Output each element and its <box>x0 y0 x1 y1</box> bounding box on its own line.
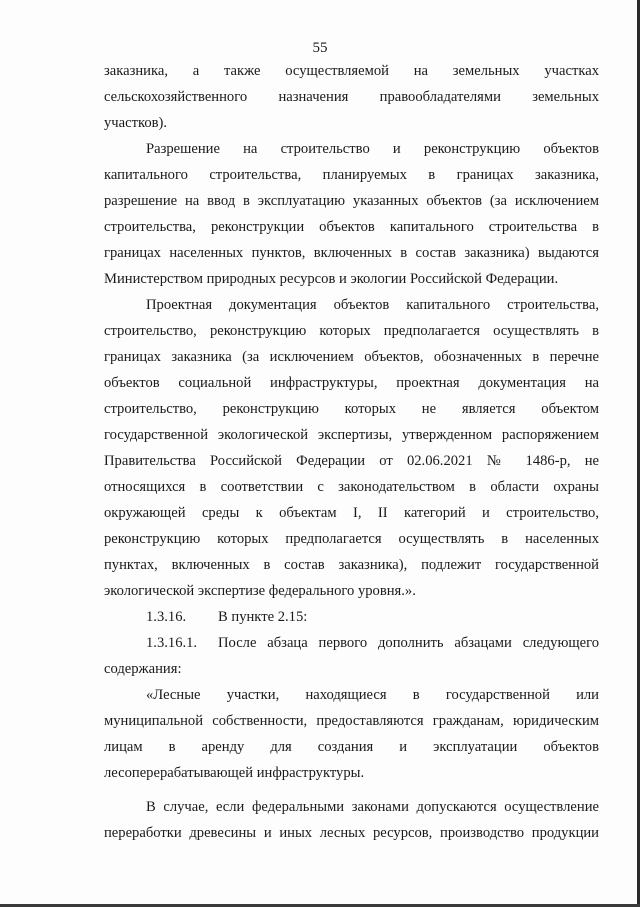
text-line: разрешение на ввод в эксплуатацию указанных объектов (за исключением <box>104 193 599 209</box>
item-text: В пункте 2.15: <box>218 609 308 625</box>
text-line: сельскохозяйственного назначения правообладателями земельных <box>104 89 599 105</box>
item-1-3-16 <box>104 604 599 630</box>
item-number: 1.3.16. <box>146 609 187 625</box>
text-line: экологической экспертизе федерального уровня.». <box>104 583 416 599</box>
paragraph-federal-laws <box>104 794 599 846</box>
text-line: строительство, реконструкцию которых предполагается осуществлять в <box>104 323 599 339</box>
text-line: Министерством природных ресурсов и экологии Российской Федерации. <box>104 271 559 287</box>
item-first-line <box>104 630 599 656</box>
text-line: реконструкцию которых предполагается осуществлять в населенных <box>104 531 599 547</box>
text-line: заказника, а также осуществляемой на земельных участках <box>104 63 599 79</box>
text-line: окружающей среды к объектам I, II категорий и строительство, <box>104 505 599 521</box>
text-line: лицам в аренду для создания и эксплуатации объектов <box>104 739 599 755</box>
text-line: переработки древесины и иных лесных ресурсов, производство продукции <box>104 825 599 841</box>
text-line: строительство, реконструкцию которых не является объектом <box>104 401 599 417</box>
text-line: содержания: <box>104 661 182 677</box>
text-line: пунктах, включенных в состав заказника), подлежит государственной <box>104 557 599 573</box>
text-line: границах населенных пунктов, включенных в состав заказника) выдаются <box>104 245 599 261</box>
item-number: 1.3.16.1. <box>146 635 198 651</box>
text-line: государственной экологической экспертизы, утвержденном распоряжением <box>104 427 599 443</box>
text-line: капитального строительства, планируемых в границах заказника, <box>104 167 599 183</box>
text-line: «Лесные участки, находящиеся в государственной или <box>146 687 599 703</box>
paragraph-forest-plots <box>104 682 599 786</box>
text-line: Проектная документация объектов капитального строительства, <box>146 297 599 313</box>
text-line: участков). <box>104 115 168 131</box>
item-text: После абзаца первого дополнить абзацами следующего <box>218 635 599 651</box>
paragraph-project-documentation <box>104 292 599 604</box>
text-line: Разрешение на строительство и реконструкцию объектов <box>146 141 599 157</box>
text-line: Правительства Российской Федерации от 02.06.2021 № 1486-р, не <box>104 453 599 469</box>
page-number: 55 <box>312 40 328 56</box>
text-line: В случае, если федеральными законами допускаются осуществление <box>146 799 599 815</box>
text-line: относящихся в соответствии с законодательством в области охраны <box>104 479 599 495</box>
text-line: границах заказника (за исключением объектов, обозначенных в перечне <box>104 349 599 365</box>
document-body <box>104 58 599 846</box>
paragraph-continuation <box>104 58 599 136</box>
text-line: строительства, реконструкции объектов капитального строительства в <box>104 219 599 235</box>
text-line: объектов социальной инфраструктуры, проектная документация на <box>104 375 599 391</box>
text-line: муниципальной собственности, предоставляются гражданам, юридическим <box>104 713 599 729</box>
item-1-3-16-1 <box>104 630 599 682</box>
text-line: лесоперерабатывающей инфраструктуры. <box>104 765 365 781</box>
paragraph-permit <box>104 136 599 292</box>
